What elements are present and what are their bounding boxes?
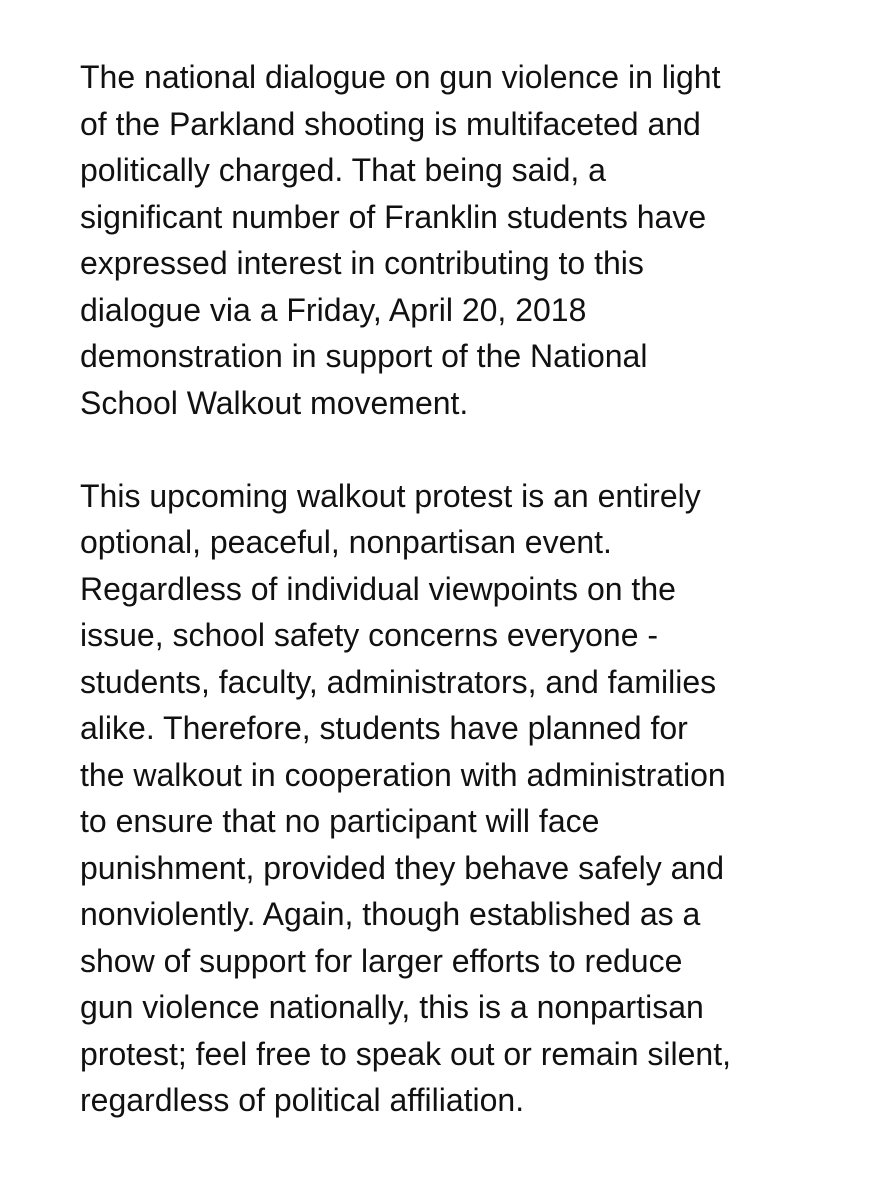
text-line: punishment, provided they behave safely and [80, 849, 724, 886]
text-line: expressed interest in contributing to this [80, 245, 644, 281]
paragraph-spacer [80, 426, 860, 473]
text-line: alike. Therefore, students have planned for [80, 710, 688, 746]
paragraph-walkout-details [80, 473, 860, 1124]
text-line: the walkout in cooperation with administration [80, 756, 726, 793]
text-line: students, faculty, administrators, and families [80, 663, 717, 700]
paragraph-intro [80, 54, 860, 426]
text-line: significant number of Franklin students have [80, 198, 707, 235]
text-line: issue, school safety concerns everyone - [80, 617, 659, 653]
text-line: to ensure that no participant will face [80, 803, 600, 839]
document-body [80, 54, 860, 1124]
text-line: dialogue via a Friday, April 20, 2018 [80, 291, 587, 328]
text-line: protest; feel free to speak out or remain silent, [80, 1035, 731, 1072]
text-line: nonviolently. Again, though established as a [80, 896, 701, 932]
text-line: regardless of political affiliation. [80, 1082, 525, 1118]
text-line: politically charged. That being said, a [80, 152, 606, 188]
text-line: School Walkout movement. [80, 384, 469, 421]
text-line: of the Parkland shooting is multifaceted and [80, 105, 701, 142]
text-line: show of support for larger efforts to reduce [80, 942, 683, 979]
text-line: The national dialogue on gun violence in light [80, 59, 721, 95]
text-line: Regardless of individual viewpoints on the [80, 570, 676, 607]
text-line: optional, peaceful, nonpartisan event. [80, 524, 612, 560]
text-line: This upcoming walkout protest is an entirely [80, 477, 701, 514]
text-line: gun violence nationally, this is a nonpartisan [80, 989, 704, 1025]
text-line: demonstration in support of the National [80, 338, 648, 374]
